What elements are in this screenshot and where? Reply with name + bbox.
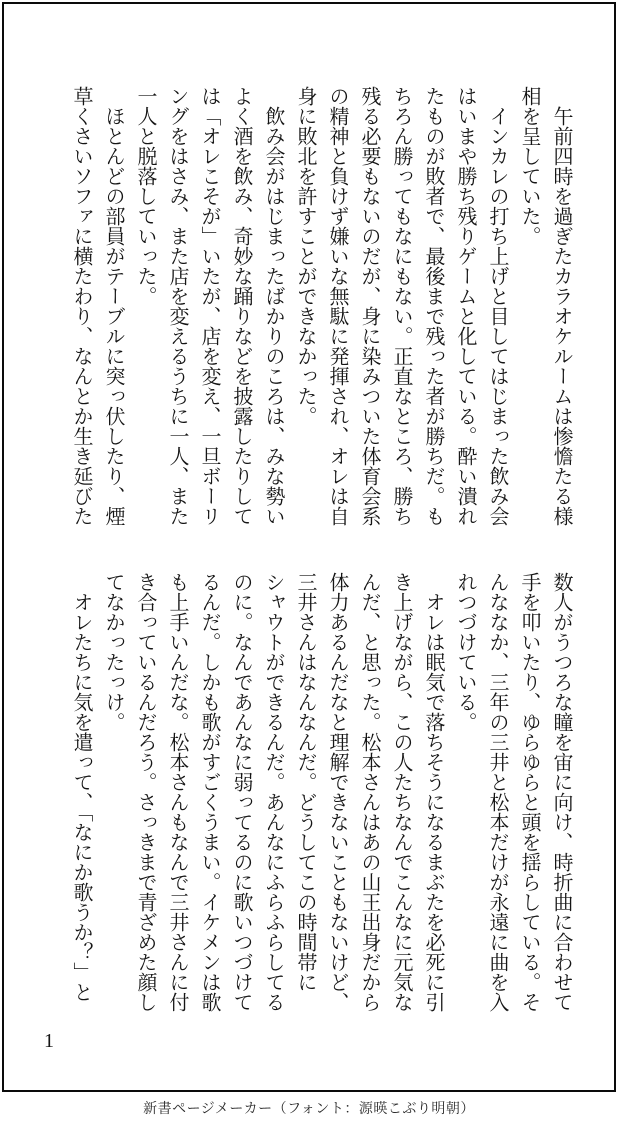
footer-caption: 新書ページメーカー（フォント：源暎こぶり明朝）	[143, 1102, 475, 1117]
text-line: の精神と負けず嫌いな無駄に発揮され、オレは自	[326, 86, 348, 526]
text-line: ほとんどの部員がテーブルに突っ伏したり、煙	[102, 106, 124, 526]
text-line: 体力あるんだなと理解できないこともないけど、	[326, 572, 348, 1012]
text-line: 手を叩いたり、ゆらゆらと頭を揺らしている。そ	[518, 572, 540, 1012]
text-line: んななか、三年の三井と松本だけが永遠に曲を入	[486, 572, 508, 1012]
text-line: 三井さんはなんなんだ。どうしてこの時間帯に	[294, 572, 316, 992]
text-line: ングをはさみ、また店を変えるうちに一人、また	[166, 86, 188, 526]
text-line: オレは眠気で落ちそうになるまぶたを必死に引	[422, 592, 444, 1012]
text-line: 一人と脱落していった。	[134, 86, 156, 306]
text-line: 草くさいソファに横たわり、なんとか生き延びた	[70, 86, 92, 526]
text-line: オレたちに気を遣って、「なにか歌うか？」と	[70, 592, 92, 1002]
text-line: 身に敗北を許すことができなかった。	[294, 86, 316, 426]
page-border	[2, 2, 616, 1092]
text-line: 飲み会がはじまったばかりのころは、みな勢い	[262, 106, 284, 526]
text-line: んだ、と思った。松本さんはあの山王出身だから	[358, 572, 380, 1012]
text-line: も上手いんだな。松本さんもなんで三井さんに付	[166, 572, 188, 1012]
text-line: たものが敗者で、最後まで残った者が勝ちだ。も	[422, 86, 444, 526]
text-block-top	[65, 86, 577, 526]
text-line: は「オレこそが」いたが、店を変え、一旦ボーリ	[198, 86, 220, 526]
text-line: 残る必要もないのだが、身に染みついた体育会系	[358, 86, 380, 526]
text-line: 午前四時を過ぎたカラオケルームは惨憺たる様	[550, 106, 572, 526]
text-line: き合っているんだろう。さっきまで青ざめた顔し	[134, 572, 156, 1012]
text-line: るんだ。しかも歌がすごくうまい。イケメンは歌	[198, 572, 220, 1012]
text-line: はいまや勝ち残りゲームと化している。酔い潰れ	[454, 86, 476, 526]
text-line: れつづけている。	[454, 572, 476, 732]
text-line: ちろん勝ってもなにもない。正直なところ、勝ち	[390, 86, 412, 526]
text-line: よく酒を飲み、奇妙な踊りなどを披露したりして	[230, 86, 252, 526]
text-line: シャウトができるんだ。あんなにふらふらしてる	[262, 572, 284, 1012]
text-line: てなかったっけ。	[102, 572, 124, 732]
text-line: インカレの打ち上げと目してはじまった飲み会	[486, 106, 508, 526]
text-line: 数人がうつろな瞳を宙に向け、時折曲に合わせて	[550, 572, 572, 1012]
page-number: 1	[44, 1030, 54, 1052]
text-line: 相を呈していた。	[518, 86, 540, 246]
text-block-bottom	[65, 572, 577, 1012]
text-line: き上げながら、この人たちなんでこんなに元気な	[390, 572, 412, 1012]
text-line: のに。なんであんなに弱ってるのに歌いつづけて	[230, 572, 252, 1012]
